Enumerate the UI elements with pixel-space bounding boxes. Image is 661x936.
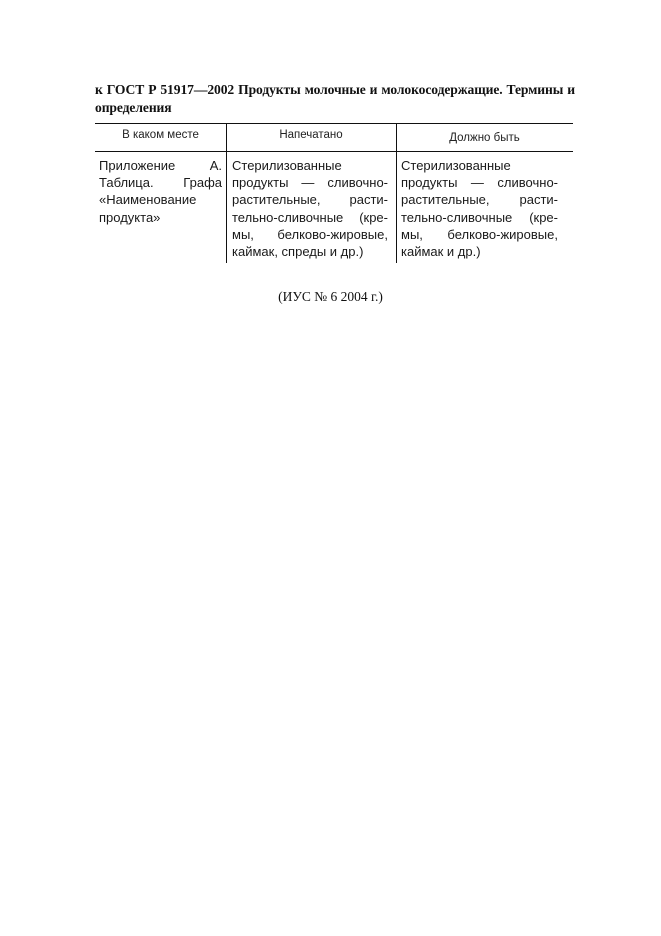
table-column-divider [226,123,227,263]
cell-line: растительные, расти- [232,192,388,208]
cell-line: растительные, расти- [401,192,558,208]
amendment-heading: к ГОСТ Р 51917—2002 Продукты молочные и молокосодержащие. Термины и определения [95,82,575,115]
cell-line: мы, белково-жировые, [401,226,558,242]
cell-line: Приложение А. [99,158,222,173]
cell-line: тельно-сливочные (кре- [401,209,558,225]
table-header-rule [95,151,573,152]
cell-location [99,157,222,226]
cell-line: продукты — сливочно- [232,175,388,191]
source-reference: (ИУС № 6 2004 г.) [278,289,383,304]
cell-line: каймак, спреды и др.) [232,244,364,260]
column-header-printed: Напечатано [279,129,343,141]
cell-printed [232,157,388,260]
cell-line: тельно-сливочные (кре- [232,209,388,225]
cell-line: Стерилизованные [401,158,511,173]
column-header-should-be: Должно быть [449,132,520,144]
column-header-location: В каком месте [122,129,199,141]
cell-line: продукты — сливочно- [401,175,558,191]
cell-should-be [401,157,558,260]
cell-line: Стерилизованные [232,158,342,173]
cell-line: мы, белково-жировые, [232,226,388,242]
cell-line: продукта» [99,209,161,225]
cell-line: каймак и др.) [401,244,481,260]
cell-line: Таблица. Графа [99,175,222,191]
table-top-rule [95,123,573,124]
cell-line: «Наименование [99,192,197,208]
